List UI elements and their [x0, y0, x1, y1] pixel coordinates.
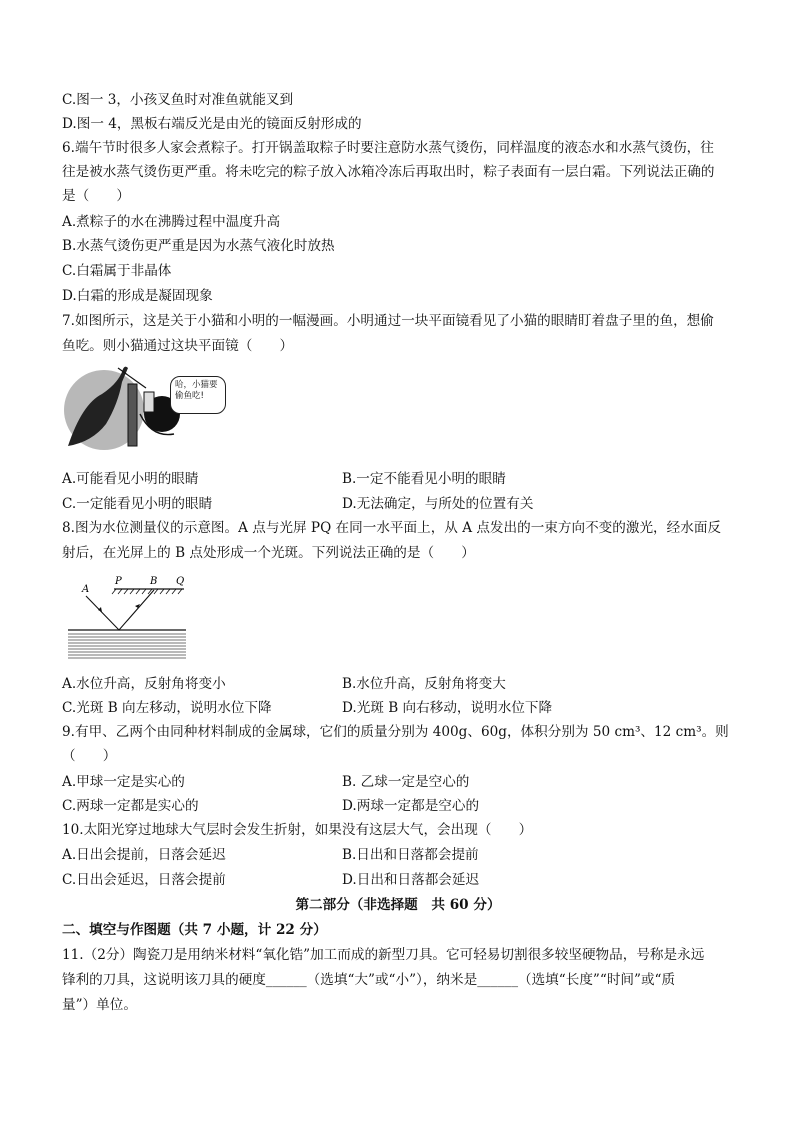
q6-option-d: D.白霜的形成是凝固现象	[62, 288, 213, 304]
q6-stem-3: 是（ ）	[62, 188, 130, 204]
q11-stem-1: 11.（2分）陶瓷刀是用纳米材料“氧化锆”加工而成的新型刀具。它可轻易切割很多较坚硬物品，号称是永远	[62, 947, 705, 963]
water-level-diagram	[64, 572, 188, 662]
q7-option-a: A.可能看见小明的眼睛	[62, 471, 199, 487]
q7-option-d: D.无法确定，与所处的位置有关	[342, 496, 534, 512]
q8-option-d: D.光斑 B 向右移动，说明水位下降	[342, 700, 553, 716]
q10-option-b: B.日出和日落都会提前	[342, 847, 479, 863]
plane-mirror	[128, 384, 137, 446]
q8-stem-1: 8.图为水位测量仪的示意图。A 点与光屏 PQ 在同一水平面上，从 A 点发出的一束方向不变的激光，经水面反	[62, 520, 722, 536]
section-two-heading: 二、填空与作图题（共 7 小题，计 22 分）	[62, 922, 327, 938]
q7-stem-1: 7.如图所示，这是关于小猫和小明的一幅漫画。小明通过一块平面镜看见了小猫的眼睛盯着盘子里的鱼，想偷	[62, 313, 714, 329]
q6-option-b: B.水蒸气烫伤更严重是因为水蒸气液化时放热	[62, 238, 335, 254]
q10-option-d: D.日出和日落都会延迟	[342, 872, 480, 888]
q11-stem-2: 锋利的刀具，这说明该刀具的硬度______（选填“大”或“小”），纳米是______（选填“长度”“时间”或“质	[62, 972, 676, 988]
q10-option-a: A.日出会提前，日落会延迟	[62, 847, 226, 863]
q7-stem-2: 鱼吃。则小猫通过这块平面镜（ ）	[62, 338, 294, 354]
label-q: Q	[176, 576, 185, 587]
label-b: B	[150, 576, 158, 587]
label-p: P	[115, 576, 122, 587]
label-a: A	[82, 584, 90, 595]
q9-stem-1: 9.有甲、乙两个由同种材料制成的金属球，它们的质量分别为 400g、60g，体积分别为 50 cm³、12 cm³。则	[62, 724, 729, 740]
q9-stem-2: （ ）	[62, 748, 117, 764]
screen-hatch	[112, 589, 182, 594]
q9-option-a: A.甲球一定是实心的	[62, 774, 185, 790]
q8-stem-2: 射后，在光屏上的 B 点处形成一个光斑。下列说法正确的是（ ）	[62, 545, 475, 561]
q8-option-b: B.水位升高，反射角将变大	[342, 676, 506, 692]
q5-option-c: C.图一 3，小孩叉鱼时对准鱼就能叉到	[62, 92, 294, 108]
q10-stem: 10.太阳光穿过地球大气层时会发生折射，如果没有这层大气，会出现（ ）	[62, 822, 533, 838]
laser-path	[86, 590, 154, 630]
q6-option-a: A.煮粽子的水在沸腾过程中温度升高	[62, 214, 281, 230]
q10-option-c: C.日出会延迟，日落会提前	[62, 872, 226, 888]
q9-option-b: B. 乙球一定是空心的	[342, 774, 470, 790]
arrow-in	[98, 607, 102, 612]
boy-arm	[144, 392, 154, 412]
q9-option-d: D.两球一定都是空心的	[342, 798, 480, 814]
q11-stem-3: 量”）单位。	[62, 997, 137, 1013]
q7-option-b: B.一定不能看见小明的眼睛	[342, 471, 506, 487]
q8-option-c: C.光斑 B 向左移动，说明水位下降	[62, 700, 272, 716]
q6-stem-1: 6.端午节时很多人家会煮粽子。打开锅盖取粽子时要注意防水蒸气烫伤，同样温度的液态水和水蒸气烫伤，往	[62, 140, 714, 156]
q8-option-a: A.水位升高，反射角将变小	[62, 676, 226, 692]
q5-option-d: D.图一 4，黑板右端反光是由光的镜面反射形成的	[62, 116, 362, 132]
part-two-heading: 第二部分（非选择题 共 60 分）	[295, 897, 501, 913]
q9-option-c: C.两球一定都是实心的	[62, 798, 199, 814]
water-body	[68, 634, 186, 658]
q7-option-c: C.一定能看见小明的眼睛	[62, 496, 213, 512]
q6-option-c: C.白霜属于非晶体	[62, 263, 172, 279]
speech-bubble: 哈，小猫要偷鱼吃!	[170, 376, 226, 414]
q6-stem-2: 往是被水蒸气烫伤更严重。将未吃完的粽子放入冰箱冷冻后再取出时，粽子表面有一层白霜。下列说法正确的	[62, 164, 715, 180]
